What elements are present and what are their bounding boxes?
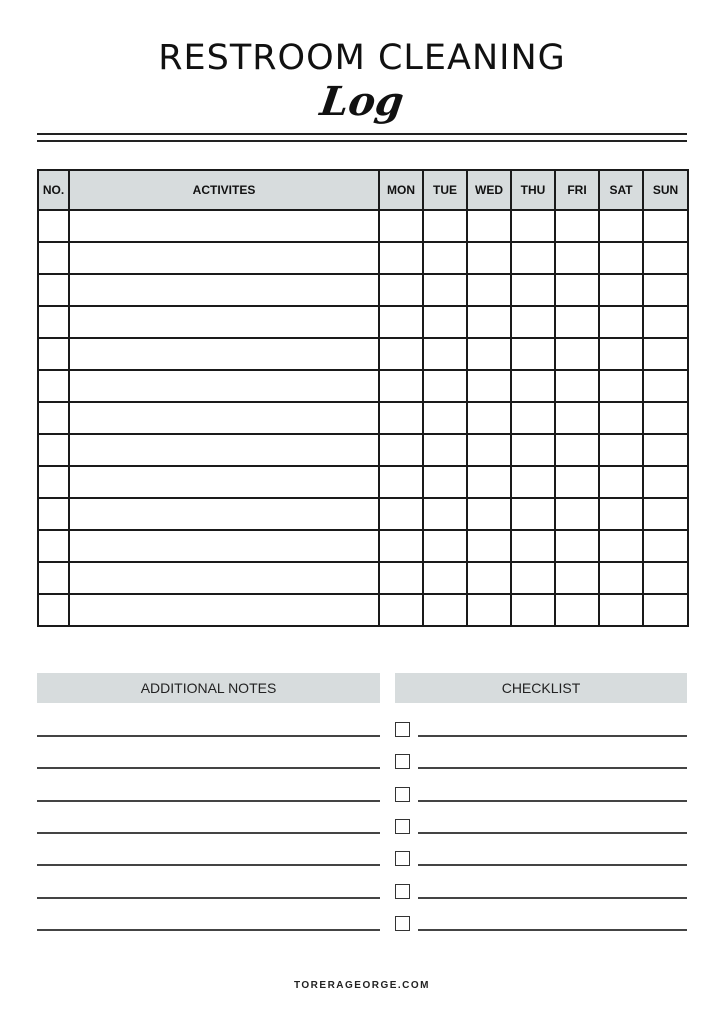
- cell-no[interactable]: [38, 498, 69, 530]
- note-line[interactable]: [37, 832, 380, 834]
- cell-thu[interactable]: [511, 530, 555, 562]
- cell-sat[interactable]: [599, 562, 643, 594]
- column-header-mon: MON: [379, 170, 423, 210]
- cell-sat[interactable]: [599, 466, 643, 498]
- page-title: RESTROOM CLEANING: [158, 38, 566, 78]
- cell-activites[interactable]: [69, 466, 379, 498]
- checkbox[interactable]: [395, 819, 410, 834]
- title-divider-bottom: [37, 140, 687, 142]
- cell-sat[interactable]: [599, 434, 643, 466]
- table-row: [38, 434, 688, 466]
- table-row: [38, 338, 688, 370]
- cell-thu[interactable]: [511, 274, 555, 306]
- cell-activites[interactable]: [69, 530, 379, 562]
- cell-tue[interactable]: [423, 466, 467, 498]
- cell-sun[interactable]: [643, 562, 688, 594]
- cell-mon[interactable]: [379, 306, 423, 338]
- cell-tue[interactable]: [423, 210, 467, 242]
- cell-activites[interactable]: [69, 338, 379, 370]
- cell-mon[interactable]: [379, 562, 423, 594]
- table-row: [38, 210, 688, 242]
- cell-fri[interactable]: [555, 498, 599, 530]
- cell-fri[interactable]: [555, 594, 599, 626]
- cell-tue[interactable]: [423, 498, 467, 530]
- checkbox[interactable]: [395, 787, 410, 802]
- table-row: [38, 562, 688, 594]
- table-row: [38, 498, 688, 530]
- cell-sun[interactable]: [643, 242, 688, 274]
- cell-wed[interactable]: [467, 466, 511, 498]
- cell-thu[interactable]: [511, 210, 555, 242]
- cell-mon[interactable]: [379, 370, 423, 402]
- cell-wed[interactable]: [467, 562, 511, 594]
- cell-tue[interactable]: [423, 434, 467, 466]
- cell-wed[interactable]: [467, 210, 511, 242]
- cell-wed[interactable]: [467, 306, 511, 338]
- cell-sat[interactable]: [599, 274, 643, 306]
- cell-sat[interactable]: [599, 402, 643, 434]
- table-row: [38, 594, 688, 626]
- cell-fri[interactable]: [555, 466, 599, 498]
- cell-fri[interactable]: [555, 402, 599, 434]
- cell-sun[interactable]: [643, 370, 688, 402]
- cell-tue[interactable]: [423, 562, 467, 594]
- cell-no[interactable]: [38, 530, 69, 562]
- cell-tue[interactable]: [423, 306, 467, 338]
- cell-thu[interactable]: [511, 306, 555, 338]
- cell-thu[interactable]: [511, 242, 555, 274]
- cell-fri[interactable]: [555, 338, 599, 370]
- page-subtitle: Log: [317, 78, 407, 125]
- table-row: [38, 242, 688, 274]
- cell-thu[interactable]: [511, 498, 555, 530]
- cell-mon[interactable]: [379, 434, 423, 466]
- cell-tue[interactable]: [423, 594, 467, 626]
- checklist-line[interactable]: [418, 897, 687, 899]
- cell-wed[interactable]: [467, 274, 511, 306]
- cell-no[interactable]: [38, 306, 69, 338]
- cell-wed[interactable]: [467, 434, 511, 466]
- cell-tue[interactable]: [423, 242, 467, 274]
- cell-thu[interactable]: [511, 370, 555, 402]
- cell-mon[interactable]: [379, 210, 423, 242]
- note-line[interactable]: [37, 735, 380, 737]
- cell-sun[interactable]: [643, 338, 688, 370]
- cell-fri[interactable]: [555, 370, 599, 402]
- cell-thu[interactable]: [511, 434, 555, 466]
- cell-no[interactable]: [38, 210, 69, 242]
- cell-mon[interactable]: [379, 530, 423, 562]
- cell-mon[interactable]: [379, 466, 423, 498]
- column-header-fri: FRI: [555, 170, 599, 210]
- cell-wed[interactable]: [467, 242, 511, 274]
- cell-wed[interactable]: [467, 370, 511, 402]
- additional-notes-header: ADDITIONAL NOTES: [37, 673, 380, 703]
- cell-sat[interactable]: [599, 370, 643, 402]
- table-row: [38, 402, 688, 434]
- cell-activites[interactable]: [69, 562, 379, 594]
- cell-wed[interactable]: [467, 594, 511, 626]
- note-line[interactable]: [37, 864, 380, 866]
- cell-thu[interactable]: [511, 402, 555, 434]
- cell-sat[interactable]: [599, 306, 643, 338]
- checkbox[interactable]: [395, 916, 410, 931]
- cell-mon[interactable]: [379, 274, 423, 306]
- cell-fri[interactable]: [555, 530, 599, 562]
- cell-wed[interactable]: [467, 498, 511, 530]
- cell-fri[interactable]: [555, 306, 599, 338]
- footer-website: TORERAGEORGE.COM: [293, 980, 431, 991]
- cleaning-log-table: [37, 169, 689, 627]
- table-header-row: [38, 170, 688, 210]
- cell-sun[interactable]: [643, 210, 688, 242]
- cell-wed[interactable]: [467, 338, 511, 370]
- cell-sat[interactable]: [599, 594, 643, 626]
- cell-no[interactable]: [38, 370, 69, 402]
- cell-mon[interactable]: [379, 242, 423, 274]
- table-row: [38, 370, 688, 402]
- cell-mon[interactable]: [379, 594, 423, 626]
- column-header-wed: WED: [467, 170, 511, 210]
- cell-activites[interactable]: [69, 306, 379, 338]
- cell-thu[interactable]: [511, 466, 555, 498]
- cell-no[interactable]: [38, 274, 69, 306]
- checkbox[interactable]: [395, 754, 410, 769]
- cell-activites[interactable]: [69, 274, 379, 306]
- cell-sat[interactable]: [599, 242, 643, 274]
- cell-activites[interactable]: [69, 242, 379, 274]
- cell-sat[interactable]: [599, 498, 643, 530]
- checklist-line[interactable]: [418, 864, 687, 866]
- checkbox[interactable]: [395, 851, 410, 866]
- cell-sun[interactable]: [643, 466, 688, 498]
- cell-activites[interactable]: [69, 210, 379, 242]
- cell-wed[interactable]: [467, 530, 511, 562]
- cell-fri[interactable]: [555, 434, 599, 466]
- cell-no[interactable]: [38, 402, 69, 434]
- cell-sun[interactable]: [643, 306, 688, 338]
- checklist-line[interactable]: [418, 767, 687, 769]
- table-body: [38, 210, 688, 626]
- cell-tue[interactable]: [423, 274, 467, 306]
- table-row: [38, 466, 688, 498]
- cell-mon[interactable]: [379, 402, 423, 434]
- cell-tue[interactable]: [423, 402, 467, 434]
- cell-thu[interactable]: [511, 562, 555, 594]
- table-row: [38, 530, 688, 562]
- cell-mon[interactable]: [379, 338, 423, 370]
- cell-no[interactable]: [38, 242, 69, 274]
- cell-tue[interactable]: [423, 530, 467, 562]
- cell-sun[interactable]: [643, 594, 688, 626]
- table-row: [38, 306, 688, 338]
- checklist-header: CHECKLIST: [395, 673, 687, 703]
- checklist-line[interactable]: [418, 735, 687, 737]
- cell-sun[interactable]: [643, 530, 688, 562]
- note-line[interactable]: [37, 800, 380, 802]
- cell-no[interactable]: [38, 434, 69, 466]
- cell-activites[interactable]: [69, 498, 379, 530]
- cell-wed[interactable]: [467, 402, 511, 434]
- checklist-line[interactable]: [418, 832, 687, 834]
- cell-thu[interactable]: [511, 338, 555, 370]
- cell-no[interactable]: [38, 594, 69, 626]
- cell-activites[interactable]: [69, 402, 379, 434]
- column-header-activities: ACTIVITES: [69, 170, 379, 210]
- cell-sun[interactable]: [643, 434, 688, 466]
- cell-fri[interactable]: [555, 242, 599, 274]
- cell-sun[interactable]: [643, 498, 688, 530]
- column-header-tue: TUE: [423, 170, 467, 210]
- cell-activites[interactable]: [69, 594, 379, 626]
- cell-mon[interactable]: [379, 498, 423, 530]
- cell-no[interactable]: [38, 338, 69, 370]
- column-header-sun: SUN: [643, 170, 688, 210]
- cell-fri[interactable]: [555, 210, 599, 242]
- column-header-thu: THU: [511, 170, 555, 210]
- column-header-no: NO.: [38, 170, 69, 210]
- cell-sat[interactable]: [599, 530, 643, 562]
- cell-tue[interactable]: [423, 338, 467, 370]
- checklist-line[interactable]: [418, 929, 687, 931]
- checklist-line[interactable]: [418, 800, 687, 802]
- cell-activites[interactable]: [69, 434, 379, 466]
- cell-no[interactable]: [38, 562, 69, 594]
- title-divider-top: [37, 133, 687, 135]
- column-header-sat: SAT: [599, 170, 643, 210]
- checkbox[interactable]: [395, 884, 410, 899]
- note-line[interactable]: [37, 767, 380, 769]
- cell-sun[interactable]: [643, 402, 688, 434]
- note-line[interactable]: [37, 897, 380, 899]
- cell-no[interactable]: [38, 466, 69, 498]
- cell-fri[interactable]: [555, 274, 599, 306]
- cell-activites[interactable]: [69, 370, 379, 402]
- checkbox[interactable]: [395, 722, 410, 737]
- cell-tue[interactable]: [423, 370, 467, 402]
- cell-sun[interactable]: [643, 274, 688, 306]
- cell-thu[interactable]: [511, 594, 555, 626]
- cell-fri[interactable]: [555, 562, 599, 594]
- note-line[interactable]: [37, 929, 380, 931]
- table-row: [38, 274, 688, 306]
- cell-sat[interactable]: [599, 210, 643, 242]
- cell-sat[interactable]: [599, 338, 643, 370]
